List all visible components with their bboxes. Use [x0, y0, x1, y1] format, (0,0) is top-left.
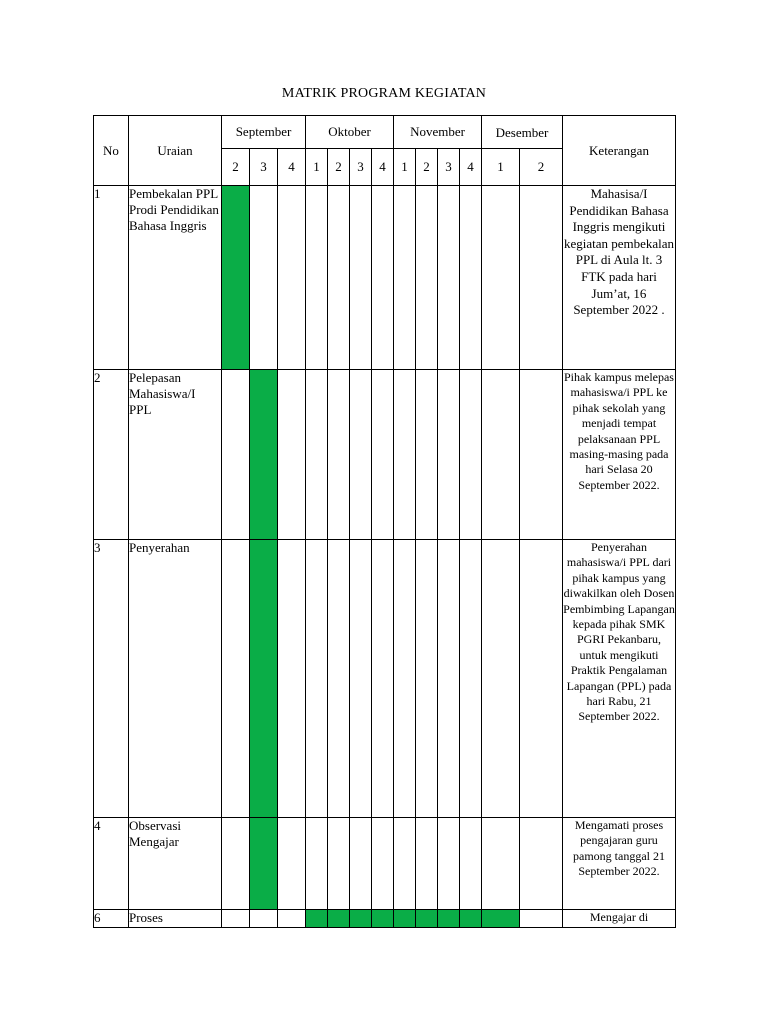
week-cell	[482, 370, 520, 540]
document-title: MATRIK PROGRAM KEGIATAN	[281, 86, 487, 101]
week-cell	[328, 818, 350, 910]
week-cell	[278, 818, 306, 910]
week-header: 2	[520, 149, 563, 186]
row-number: 3	[94, 540, 129, 818]
week-cell-scheduled	[372, 910, 394, 928]
week-cell	[328, 186, 350, 370]
week-header: 4	[372, 149, 394, 186]
row-uraian: Pelepasan Mahasiswa/I PPL	[129, 370, 222, 540]
week-cell	[372, 370, 394, 540]
week-cell-scheduled	[222, 186, 250, 370]
week-cell	[438, 186, 460, 370]
week-header: 3	[350, 149, 372, 186]
table-row	[94, 818, 676, 910]
week-cell	[482, 540, 520, 818]
row-number: 2	[94, 370, 129, 540]
row-number: 1	[94, 186, 129, 370]
week-cell	[460, 186, 482, 370]
week-cell	[394, 186, 416, 370]
week-cell-scheduled	[306, 910, 328, 928]
row-uraian: Observasi Mengajar	[129, 818, 222, 910]
week-cell	[306, 818, 328, 910]
week-cell-scheduled	[438, 910, 460, 928]
header-keterangan: Keterangan	[563, 116, 676, 186]
week-header: 1	[306, 149, 328, 186]
row-uraian: Penyerahan	[129, 540, 222, 818]
week-header: 2	[416, 149, 438, 186]
header-month-oktober: Oktober	[306, 116, 394, 149]
week-cell	[520, 186, 563, 370]
week-cell	[350, 370, 372, 540]
week-cell	[250, 186, 278, 370]
row-keterangan: Mahasisa/I Pendidikan Bahasa Inggris mengikuti kegiatan pembekalan PPL di Aula lt. 3 FTK pada hari Jum’at, 16 September 2022 .	[563, 186, 676, 370]
week-cell-scheduled	[350, 910, 372, 928]
week-header: 2	[328, 149, 350, 186]
week-header: 4	[460, 149, 482, 186]
week-cell	[460, 540, 482, 818]
header-month-september: September	[222, 116, 306, 149]
week-cell-scheduled	[482, 910, 520, 928]
week-cell	[394, 370, 416, 540]
week-cell	[328, 540, 350, 818]
week-cell-scheduled	[250, 540, 278, 818]
row-number: 6	[94, 910, 129, 928]
row-uraian: Pembekalan PPL Prodi Pendidikan Bahasa Inggris	[129, 186, 222, 370]
week-cell	[394, 818, 416, 910]
table-row	[94, 910, 676, 928]
week-cell	[350, 540, 372, 818]
week-cell	[394, 540, 416, 818]
week-cell	[372, 540, 394, 818]
week-cell	[460, 370, 482, 540]
week-cell	[278, 910, 306, 928]
week-header: 1	[482, 149, 520, 186]
week-cell	[278, 186, 306, 370]
week-cell	[350, 186, 372, 370]
week-cell	[222, 540, 250, 818]
table-row	[94, 540, 676, 818]
week-header: 3	[438, 149, 460, 186]
table-row	[94, 370, 676, 540]
week-cell	[482, 186, 520, 370]
week-cell	[278, 370, 306, 540]
week-cell	[520, 818, 563, 910]
week-cell	[372, 818, 394, 910]
header-uraian: Uraian	[129, 116, 222, 186]
week-cell-scheduled	[328, 910, 350, 928]
week-cell	[306, 370, 328, 540]
week-cell	[416, 186, 438, 370]
row-keterangan: Penyerahan mahasiswa/i PPL dari pihak kampus yang diwakilkan oleh Dosen Pembimbing Lapangan kepada pihak SMK PGRI Pekanbaru, untuk mengikuti Praktik Pengalaman Lapangan (PPL) pada hari Rabu, 21 September 2022.	[563, 540, 676, 818]
week-header: 4	[278, 149, 306, 186]
week-cell	[222, 818, 250, 910]
week-cell	[250, 910, 278, 928]
week-cell	[306, 186, 328, 370]
header-month-desember: Desember	[482, 116, 563, 149]
row-uraian: Proses	[129, 910, 222, 928]
header-month-november: November	[394, 116, 482, 149]
week-cell	[416, 370, 438, 540]
row-number: 4	[94, 818, 129, 910]
week-cell-scheduled	[250, 818, 278, 910]
week-cell	[372, 186, 394, 370]
week-header: 3	[250, 149, 278, 186]
header-row-months	[94, 116, 676, 149]
week-cell	[328, 370, 350, 540]
week-cell	[460, 818, 482, 910]
week-cell	[306, 540, 328, 818]
week-cell-scheduled	[394, 910, 416, 928]
week-cell	[520, 540, 563, 818]
week-cell	[350, 818, 372, 910]
week-cell	[482, 818, 520, 910]
program-matrix-table	[93, 115, 676, 928]
week-cell	[520, 370, 563, 540]
week-cell	[520, 910, 563, 928]
week-cell	[278, 540, 306, 818]
week-header: 1	[394, 149, 416, 186]
header-no: No	[94, 116, 129, 186]
week-cell-scheduled	[250, 370, 278, 540]
week-cell	[416, 540, 438, 818]
table-row	[94, 186, 676, 370]
week-header: 2	[222, 149, 250, 186]
week-cell	[416, 818, 438, 910]
week-cell	[438, 540, 460, 818]
week-cell	[438, 370, 460, 540]
week-cell	[222, 370, 250, 540]
week-cell-scheduled	[460, 910, 482, 928]
week-cell-scheduled	[416, 910, 438, 928]
week-cell	[438, 818, 460, 910]
week-cell	[222, 910, 250, 928]
row-keterangan: Mengajar di	[563, 910, 676, 928]
row-keterangan: Mengamati proses pengajaran guru pamong tanggal 21 September 2022.	[563, 818, 676, 910]
row-keterangan: Pihak kampus melepas mahasiswa/i PPL ke pihak sekolah yang menjadi tempat pelaksanaan PPL masing-masing pada hari Selasa 20 September 2022.	[563, 370, 676, 540]
